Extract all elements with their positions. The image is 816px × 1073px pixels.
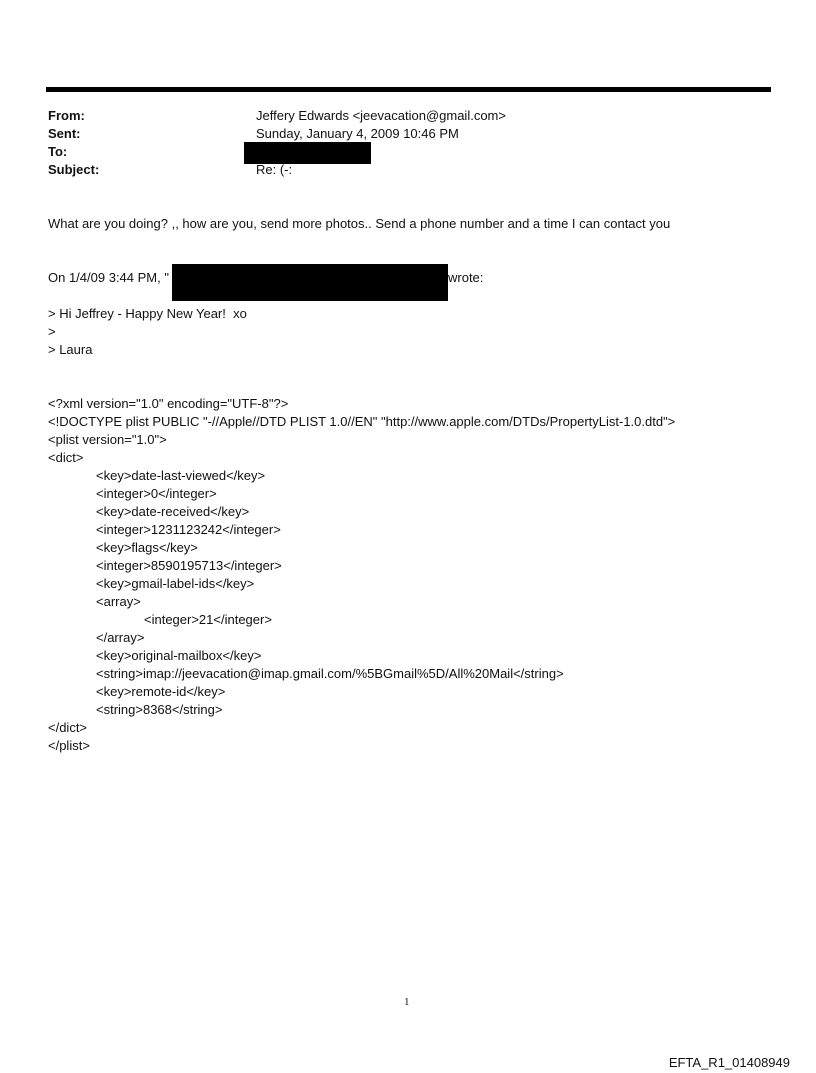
xml-line: </plist> — [48, 738, 90, 753]
message-text: What are you doing? ,, how are you, send more photos.. Send a phone number and a time I can contact you — [48, 216, 671, 231]
xml-line: <array> — [96, 594, 141, 609]
xml-line: <key>flags</key> — [96, 540, 198, 555]
xml-line: <?xml version="1.0" encoding="UTF-8"?> — [48, 396, 289, 411]
xml-line: <key>original-mailbox</key> — [96, 648, 262, 663]
quoted-line: > Laura — [48, 342, 93, 357]
sender-redaction — [172, 264, 448, 301]
to-label: To: — [48, 144, 68, 159]
quoted-line: > Hi Jeffrey - Happy New Year! xo — [48, 306, 247, 321]
xml-line: <key>remote-id</key> — [96, 684, 226, 699]
xml-line: <!DOCTYPE plist PUBLIC "-//Apple//DTD PLIST 1.0//EN" "http://www.apple.com/DTDs/PropertyList-1.0.dtd"> — [48, 414, 676, 429]
document-id: EFTA_R1_01408949 — [668, 1055, 790, 1070]
xml-line: <string>imap://jeevacation@imap.gmail.com/%5BGmail%5D/All%20Mail</string> — [96, 666, 564, 681]
xml-line: <string>8368</string> — [96, 702, 223, 717]
quote-intro-end: wrote: — [448, 270, 484, 285]
from-value: Jeffery Edwards <jeevacation@gmail.com> — [256, 108, 506, 123]
xml-line: <integer>0</integer> — [96, 486, 217, 501]
xml-line: <plist version="1.0"> — [48, 432, 167, 447]
xml-line: <key>date-last-viewed</key> — [96, 468, 266, 483]
xml-line: <integer>21</integer> — [144, 612, 272, 627]
subject-label: Subject: — [48, 162, 100, 177]
sent-label: Sent: — [48, 126, 81, 141]
xml-line: <integer>8590195713</integer> — [96, 558, 282, 573]
xml-line: </array> — [96, 630, 145, 645]
quoted-line: > — [48, 324, 56, 339]
subject-value: Re: (-: — [256, 162, 293, 177]
sent-value: Sunday, January 4, 2009 10:46 PM — [256, 126, 459, 141]
top-rule — [46, 87, 771, 92]
page-number: 1 — [404, 996, 410, 1008]
xml-line: <key>date-received</key> — [96, 504, 250, 519]
from-label: From: — [48, 108, 85, 123]
xml-line: <integer>1231123242</integer> — [96, 522, 281, 537]
xml-line: <dict> — [48, 450, 84, 465]
quote-intro-start: On 1/4/09 3:44 PM, " — [48, 270, 169, 285]
xml-line: </dict> — [48, 720, 88, 735]
xml-line: <key>gmail-label-ids</key> — [96, 576, 255, 591]
